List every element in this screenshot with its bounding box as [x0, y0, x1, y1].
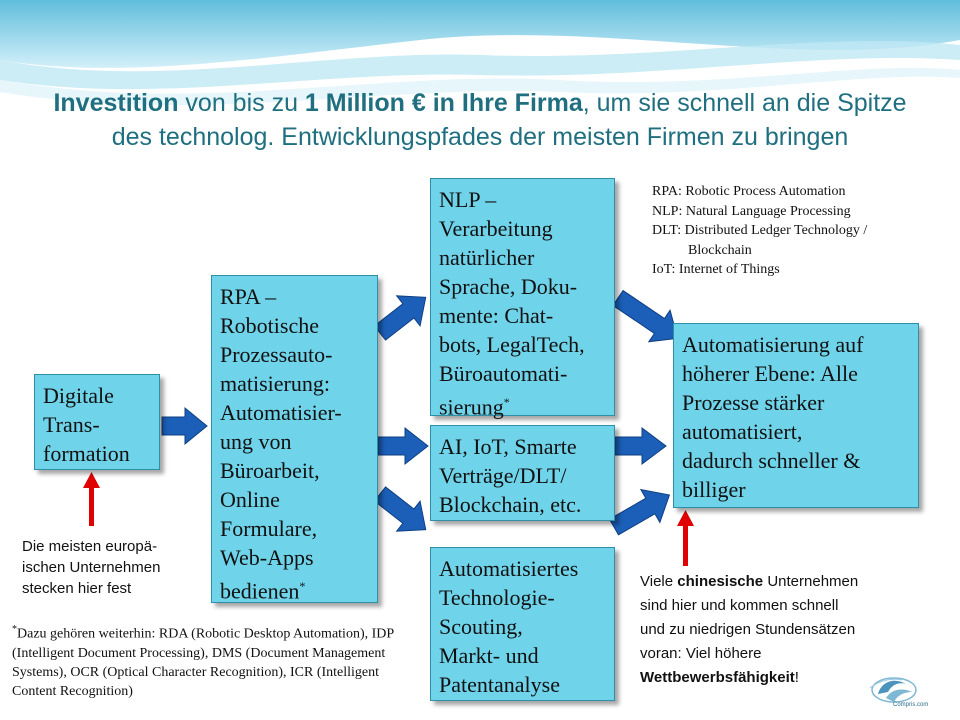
note-line: stecken hier fest [22, 580, 132, 597]
box-line: Digitale [43, 383, 114, 408]
arrow-ai-to-auto [615, 428, 666, 464]
footnote-marker: * [299, 579, 306, 593]
box-line: bots, LegalTech, [439, 332, 585, 357]
legend-item: Blockchain [688, 242, 752, 258]
note-line: sind hier und kommen schnell [640, 597, 839, 614]
title-amount: 1 Million € in Ihre Firma [304, 89, 583, 117]
box-line: Web-Apps [220, 545, 314, 570]
box-higher-automation [673, 323, 919, 508]
footnote-marker: * [503, 395, 510, 409]
title-text: , um sie schnell an die Spitze [582, 89, 907, 117]
note-line: voran: Viel höhere [640, 645, 762, 662]
box-line: Scouting, [439, 614, 523, 639]
box-line: Prozessauto- [220, 342, 333, 367]
box-line: Automatisier- [220, 400, 342, 425]
box-line: Büroautomati- [439, 361, 568, 386]
box-line: dadurch schneller & [682, 448, 861, 473]
note-line: und zu niedrigen Stundensätzen [640, 621, 856, 638]
arrow-scouting-to-auto [605, 479, 679, 544]
note-china [640, 570, 858, 690]
box-line: Patentanalyse [439, 672, 560, 697]
box-line: Büroarbeit, [220, 458, 320, 483]
title-line-2: des technolog. Entwicklungspfades der meisten Firmen zu bringen [111, 123, 849, 151]
box-line: Blockchain, etc. [439, 492, 582, 517]
footnote-marker: * [12, 624, 17, 635]
legend-item: IoT: Internet of Things [652, 262, 780, 277]
footnote-text: Dazu gehören weiterhin: RDA (Robotic Desktop Automation), IDP (Intelligent Document Processing), DMS (Document Management Systems), OCR (Optical Character Recognition), ICR (Intelligent Content Recognition) [12, 626, 394, 699]
box-line: NLP – [439, 187, 497, 212]
box-scouting [430, 547, 615, 701]
box-line: Formulare, [220, 516, 318, 541]
box-line: Prozesse stärker [682, 390, 825, 415]
box-line: formation [43, 441, 130, 466]
logo-label: Compris.com [893, 702, 929, 708]
box-line [439, 388, 606, 421]
box-line [220, 572, 369, 605]
box-ai-iot [430, 425, 615, 521]
note-text: ! [794, 669, 799, 686]
note-line: ischen Unternehmen [22, 559, 161, 576]
box-line: natürlicher [439, 245, 535, 270]
arrow-rpa-to-nlp [368, 282, 437, 348]
footnote [12, 620, 412, 701]
box-line: automatisiert, [682, 419, 803, 444]
box-line: Automatisiertes [439, 556, 579, 581]
box-line: RPA – [220, 284, 277, 309]
note-line [640, 570, 858, 594]
box-line: Verträge/DLT/ [439, 463, 567, 488]
red-arrow-right [677, 510, 694, 566]
arrow-rpa-to-scouting [368, 479, 437, 545]
box-line: mente: Chat- [439, 303, 554, 328]
box-line: höherer Ebene: Alle [682, 361, 858, 386]
arrow-digital-to-rpa [162, 408, 207, 444]
box-line: Technologie- [439, 585, 555, 610]
box-line: Automatisierung auf [682, 332, 864, 357]
note-bold: Wettbewerbsfähigkeit [640, 669, 795, 686]
legend-item: RPA: Robotic Process Automation [652, 184, 846, 199]
legend-item: DLT: Distributed Ledger Technology / [652, 223, 868, 238]
red-arrow-left [83, 472, 100, 526]
note-text: Viele [640, 573, 678, 590]
arrow-rpa-to-ai [378, 428, 428, 464]
box-line: ung von [220, 429, 292, 454]
box-line: billiger [682, 477, 746, 502]
box-line: Online [220, 487, 280, 512]
box-line: Robotische [220, 313, 319, 338]
note-text: Unternehmen [763, 573, 859, 590]
box-nlp [430, 178, 615, 420]
note-europe [22, 536, 160, 599]
box-line-text: bedienen [220, 578, 300, 604]
legend-item: NLP: Natural Language Processing [652, 203, 851, 219]
box-line: Sprache, Doku- [439, 274, 578, 299]
box-line: matisierung: [220, 371, 330, 396]
box-digital-transformation [34, 374, 160, 470]
box-rpa [211, 275, 378, 603]
box-line: Markt- und [439, 643, 539, 668]
box-line: Verarbeitung [439, 216, 553, 241]
box-line: AI, IoT, Smarte [439, 434, 577, 459]
abbreviation-legend [652, 182, 867, 280]
note-bold: chinesische [677, 573, 764, 590]
box-line-text: sierung [439, 394, 504, 420]
box-line: Trans- [43, 412, 100, 437]
title-investition: Investition [53, 89, 179, 117]
title-text: von bis zu [178, 89, 305, 117]
note-line: Die meisten europä- [22, 538, 158, 555]
note-line [640, 666, 858, 690]
